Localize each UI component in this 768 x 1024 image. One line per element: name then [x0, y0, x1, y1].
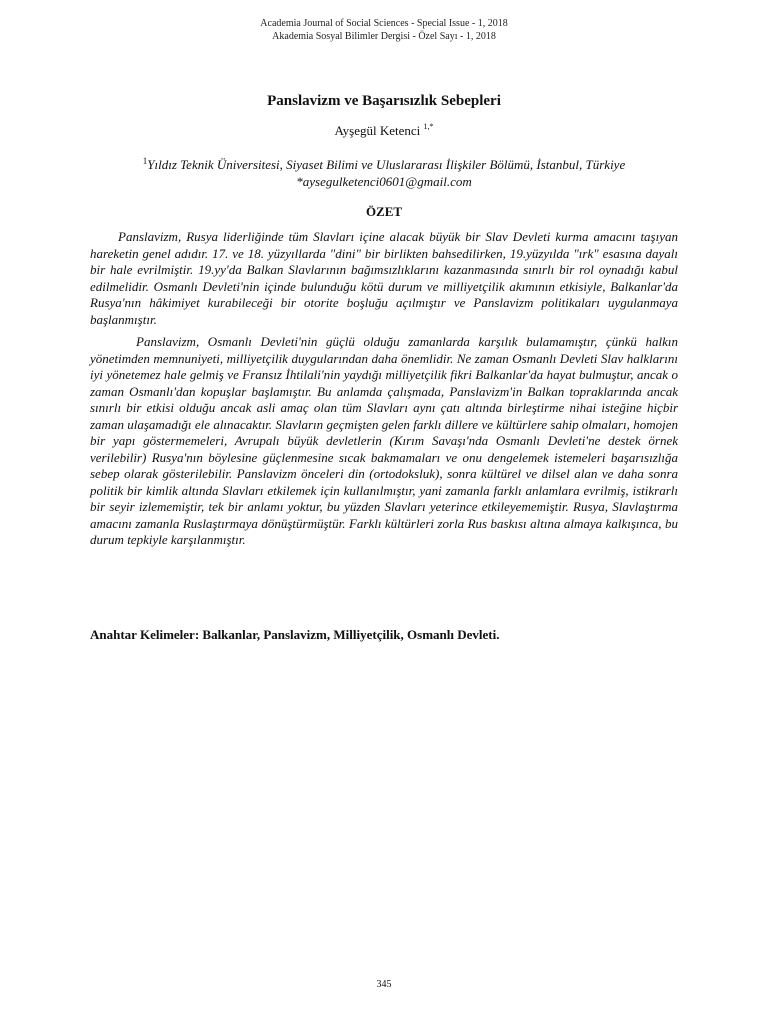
- paper-title: Panslavizm ve Başarısızlık Sebepleri: [267, 93, 501, 109]
- page-number: 345: [376, 979, 392, 990]
- affiliation-marker: 1: [142, 156, 148, 166]
- author-affiliation-marker: 1,*: [423, 122, 434, 131]
- abstract-paragraph-2: Panslavizm, Osmanlı Devleti'nin güçlü olduğu zamanlarda karşılık bulamamıştır, çünkü halkın yönetimden memnuniyeti, milliyetçilik duygularından daha önemlidir. Ne zaman Osmanlı Devleti Slav halklarını iyi yönetemez hale gelmiş ve Fransız İhtilali'nin yaydığı milliyetçilik fikri Balkanlar'da hayat bulmuştur, ancak o zaman Osmanlı'dan kopuşlar başlamıştır. Bu anlamda çalışmada, Panslavizm'in Balkan topraklarında ancak sınırlı bir etkisi olduğu ancak asli amaç olan tüm Slavları aynı çatı altında birleştirme nihai isteğine hiçbir zaman ulaşamadığı ele alınacaktır. Slavların geçmişten gelen farklı dillere ve kültürlere sahip olmaları, homojen bir yapı göstermemeleri, Avrupalı büyük devletlerin (Kırım Savaşı'nda Osmanlı Devleti'ne destek örnek verilebilir) Rusya'nın böylesine güçlenmesine sıcak bakmamaları ve onu dengelemek istemeleri başarısızlığa sebep olarak gösterilebilir. Panslavizm önceleri din (ortodoksluk), sonra kültürel ve dilsel alan ve daha sonra politik bir kimlik altında Slavları etkilemek için kullanılmıştır, yani zamanla farklı anlamlara evrilmiş, istikrarlı bir seyir izlememiştir, tek bir anlamı yoktur, bu yüzden Slavları yeterince etkileyememiştir. Rusya, Slavlaştırma amacını zamanla Ruslaştırmaya dönüştürmüştür. Farklı kültürleri zorla Rus baskısı altına almaya kalkışınca, bu durum tepkiyle karşılanmıştır.: [90, 334, 678, 547]
- abstract-heading: ÖZET: [365, 204, 403, 219]
- author-email: *aysegulketenci0601@gmail.com: [296, 174, 472, 189]
- abstract-paragraph-1: Panslavizm, Rusya liderliğinde tüm Slavları içine alacak büyük bir Slav Devleti kurma amacını taşıyan hareketin genel adıdır. 17. ve 18. yüzyıllarda "dini" bir birlikten bahsedilirken, 19.yüzyılda "ırk" esasına dayalı bir hale evrilmiştir. 19.yy'da Balkan Slavlarının bağımsızlıklarını kazanmasında sınırlı bir rol oynadığı kabul edilmelidir. Osmanlı Devleti'nin içinde bulunduğu kötü durum ve milliyetçilik akımının etkisiyle, Balkanlar'da Rusya'nın hâkimiyet kurabileceği bir otorite boşluğu açılmıştır ve Panslavizm politikaları uygulanmaya başlanmıştır.: [90, 229, 678, 327]
- journal-header: [0, 17, 768, 43]
- abstract-body: [90, 229, 678, 549]
- journal-header-line-2: Akademia Sosyal Bilimler Dergisi - Özel Sayı - 1, 2018: [272, 31, 496, 42]
- journal-header-line-1: Academia Journal of Social Sciences - Special Issue - 1, 2018: [260, 18, 508, 29]
- affiliation-text: Yıldız Teknik Üniversitesi, Siyaset Bilimi ve Uluslararası İlişkiler Bölümü, İstanbul, Türkiye: [147, 157, 626, 172]
- author-name: Ayşegül Ketenci: [334, 123, 424, 138]
- affiliation-block: [90, 153, 678, 190]
- keywords: Anahtar Kelimeler: Balkanlar, Panslavizm, Milliyetçilik, Osmanlı Devleti.: [90, 627, 500, 642]
- author-line: [0, 122, 768, 139]
